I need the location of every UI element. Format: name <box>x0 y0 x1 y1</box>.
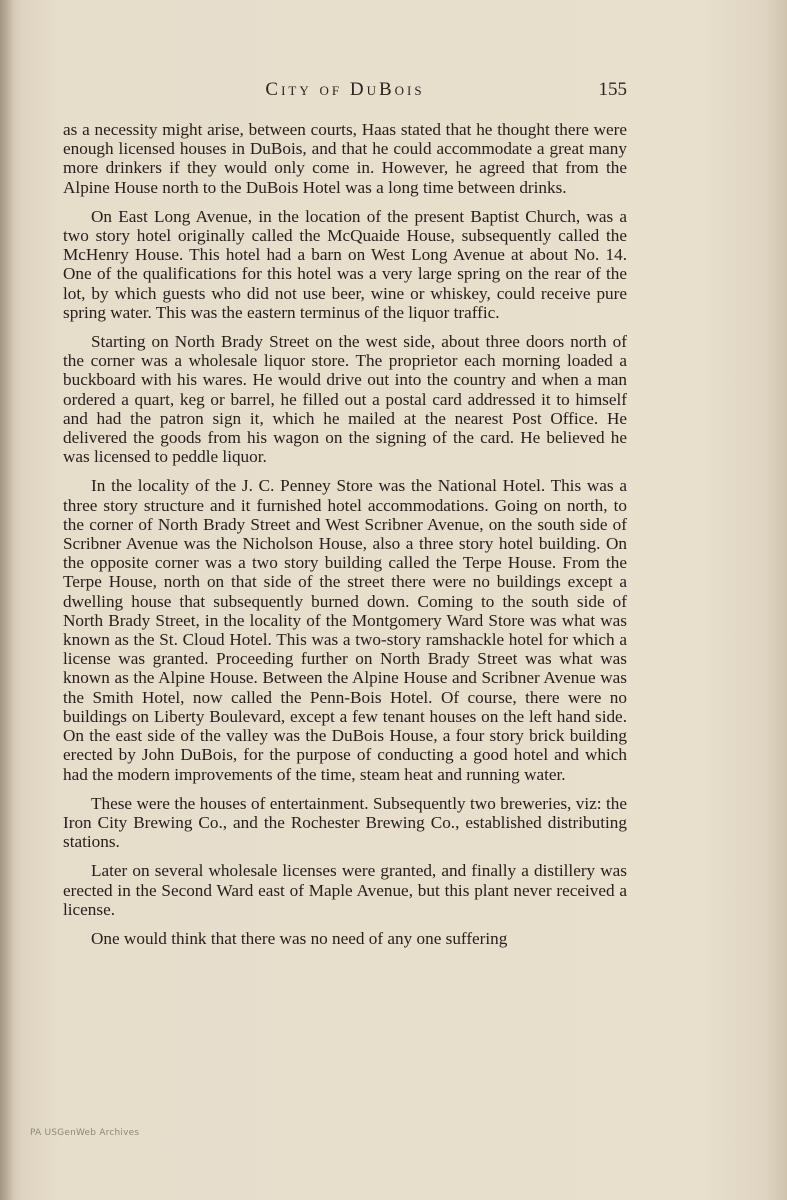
paragraph: In the locality of the J. C. Penney Store was the National Hotel. This was a three story structure and it furnished hotel accommodations. Going on north, to the corner of North Brady Street and West Scribner Avenue, on the south side of Scribner Avenue was the Nicholson House, also a three story hotel building. On the opposite corner was a two story building called the Terpe House. From the Terpe House, north on that side of the street there were no buildings except a dwelling house that subsequently burned down. Coming to the south side of North Brady Street, in the locality of the Montgomery Ward Store was what was known as the St. Cloud Hotel. This was a two-story ramshackle hotel for which a license was granted. Proceeding further on North Brady Street was what was known as the Alpine House. Between the Alpine House and Scribner Avenue was the Smith Hotel, now called the Penn-Bois Hotel. Of course, there were no buildings on Liberty Boulevard, except a few tenant houses on the left hand side. On the east side of the valley was the DuBois House, a four story brick building erected by John DuBois, for the purpose of conducting a good hotel and which had the modern improvements of the time, steam heat and running water. <box>63 476 627 784</box>
spine-shadow <box>0 0 14 1200</box>
paragraph: On East Long Avenue, in the location of the present Baptist Church, was a two story hotel originally called the McQuaide House, subsequently called the McHenry House. This hotel had a barn on West Long Avenue at about No. 14. One of the qualifications for this hotel was a very large spring on the rear of the lot, by which guests who did not use beer, wine or whiskey, could receive pure spring water. This was the eastern terminus of the liquor traffic. <box>63 206 627 322</box>
page-number: 155 <box>598 79 627 100</box>
paragraph: Starting on North Brady Street on the west side, about three doors north of the corner was a wholesale liquor store. The proprietor each morning loaded a buckboard with his wares. He would drive out into the country and when a man ordered a quart, keg or barrel, he filled out a postal card addressed it to himself and had the patron sign it, which he mailed at the nearest Post Office. He delivered the goods from his wagon on the signing of the card. He believed he was licensed to peddle liquor. <box>63 332 627 467</box>
body-text <box>63 120 627 958</box>
paragraph: These were the houses of entertainment. Subsequently two breweries, viz: the Iron City Brewing Co., and the Rochester Brewing Co., established distributing stations. <box>63 793 627 852</box>
archive-watermark: PA USGenWeb Archives <box>30 1128 140 1138</box>
running-head <box>63 79 627 105</box>
paragraph: Later on several wholesale licenses were granted, and finally a distillery was erected in the Second Ward east of Maple Avenue, but this plant never received a license. <box>63 861 627 919</box>
paragraph: as a necessity might arise, between courts, Haas stated that he thought there were enough licensed houses in DuBois, and that he could accommodate a great many more drinkers if they would only come in. However, he agreed that from the Alpine House north to the DuBois Hotel was a long time between drinks. <box>63 120 627 197</box>
paragraph: One would think that there was no need of any one suffering <box>91 928 508 948</box>
running-title: City of DuBois <box>265 79 425 100</box>
